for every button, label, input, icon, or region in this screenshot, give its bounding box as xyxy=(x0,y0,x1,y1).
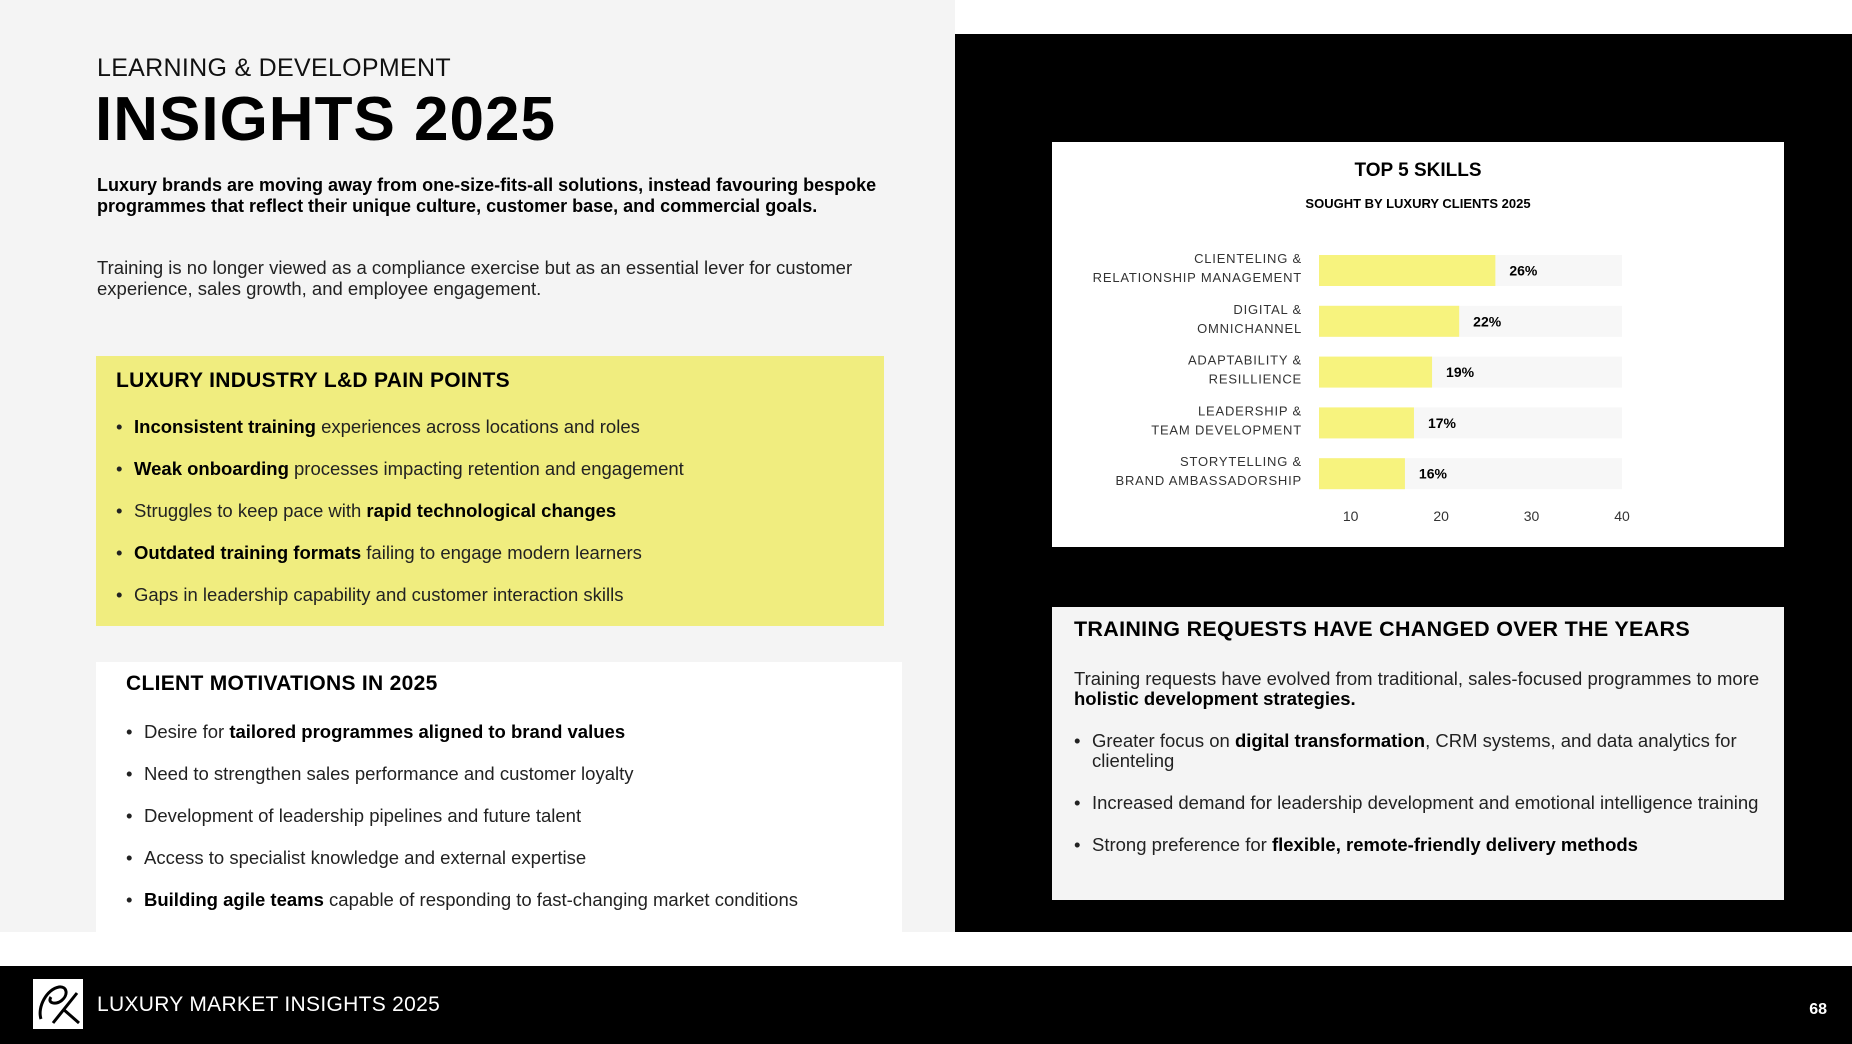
bullet-dot: • xyxy=(1074,834,1081,855)
chart-title: TOP 5 SKILLS xyxy=(1354,160,1482,181)
bullet-text-bold: Building agile teams xyxy=(144,889,324,910)
category-label: TEAM DEVELOPMENT xyxy=(1151,422,1302,438)
bullet-dot: • xyxy=(116,584,123,605)
category-label: LEADERSHIP & xyxy=(1197,403,1302,419)
bullet-text-pre: Increased demand for leadership development and emotional intelligence training xyxy=(1092,792,1759,813)
client-motivations-box xyxy=(96,662,902,932)
body-paragraph: Training is no longer viewed as a compliance exercise but as an essential lever for customer experience, sales growth, and employee engagement. xyxy=(97,257,853,299)
data-label: 22% xyxy=(1473,313,1502,330)
training-requests-intro xyxy=(1074,669,1774,709)
pain-points-box xyxy=(96,356,884,626)
lead-paragraph: Luxury brands are moving away from one-size-fits-all solutions, instead favouring bespoke programmes that reflect their unique culture, customer base, and commercial goals. xyxy=(97,175,877,216)
x-tick-label: 20 xyxy=(1433,508,1449,524)
bullet-dot: • xyxy=(1074,792,1081,813)
client-motivations-title: CLIENT MOTIVATIONS IN 2025 xyxy=(126,672,438,695)
bullet-dot: • xyxy=(126,805,133,826)
footer-title: LUXURY MARKET INSIGHTS 2025 xyxy=(97,993,441,1016)
training-requests-title: TRAINING REQUESTS HAVE CHANGED OVER THE YEARS xyxy=(1074,617,1690,641)
page-number: 68 xyxy=(1809,1001,1827,1018)
bullet-text-bold: digital transformation xyxy=(1234,730,1426,751)
bullet-dot: • xyxy=(116,458,123,479)
category-label: CLIENTELING & xyxy=(1194,251,1302,266)
bullet-text-bold: tailored programmes aligned to brand values xyxy=(229,721,626,742)
training-intro-emphasis: holistic development strategies. xyxy=(1074,688,1356,709)
bullet-text-pre: Strong preference for xyxy=(1092,834,1272,855)
bar xyxy=(1319,407,1414,438)
monogram-logo-icon xyxy=(33,979,83,1029)
client-motivation-item xyxy=(126,889,798,931)
bullet-dot: • xyxy=(126,721,133,742)
x-tick-label: 40 xyxy=(1614,508,1630,524)
bullet-dot: • xyxy=(116,416,123,437)
training-request-item xyxy=(1074,835,1774,855)
client-motivations-list xyxy=(126,721,798,931)
pain-points-title: LUXURY INDUSTRY L&D PAIN POINTS xyxy=(116,369,510,392)
data-label: 26% xyxy=(1509,262,1538,279)
bullet-text-pre: Gaps in leadership capability and customer interaction skills xyxy=(134,584,624,605)
bullet-text-pre: Struggles to keep pace with xyxy=(134,500,367,521)
category-label: BRAND AMBASSADORSHIP xyxy=(1115,473,1302,489)
category-label: RESILLIENCE xyxy=(1208,371,1302,387)
chart-subtitle: SOUGHT BY LUXURY CLIENTS 2025 xyxy=(1305,196,1531,211)
data-label: 19% xyxy=(1446,364,1475,381)
bullet-text-pre: Greater focus on xyxy=(1092,730,1235,751)
training-requests-list xyxy=(1074,731,1774,877)
bullet-text-post: , CRM systems, and data analytics for clienteling xyxy=(1092,730,1737,771)
category-label: OMNICHANNEL xyxy=(1197,320,1302,336)
training-request-item xyxy=(1074,793,1774,813)
category-label: DIGITAL & xyxy=(1233,301,1302,317)
bullet-text-bold: flexible, remote-friendly delivery methods xyxy=(1271,834,1638,855)
pain-point-item xyxy=(116,500,684,542)
bullet-text-post: processes impacting retention and engagement xyxy=(288,458,684,479)
bullet-text-bold: Outdated training formats xyxy=(134,542,362,563)
bar xyxy=(1319,306,1459,337)
page-title: INSIGHTS 2025 xyxy=(95,85,556,154)
category-label: STORYTELLING & xyxy=(1180,454,1302,470)
bullet-text-bold: rapid technological changes xyxy=(366,500,617,521)
bullet-text-pre: Need to strengthen sales performance and customer loyalty xyxy=(144,763,634,784)
bar xyxy=(1319,255,1495,286)
bullet-dot: • xyxy=(126,847,133,868)
bullet-text-bold: Weak onboarding xyxy=(134,458,289,479)
client-motivation-item xyxy=(126,763,798,805)
bullet-dot: • xyxy=(126,763,133,784)
pain-points-list xyxy=(116,416,684,626)
x-tick-label: 10 xyxy=(1342,508,1359,524)
training-intro-text: Training requests have evolved from traditional, sales-focused programmes to more xyxy=(1074,668,1760,689)
bullet-text-post: capable of responding to fast-changing market conditions xyxy=(323,889,799,910)
pain-point-item xyxy=(116,416,684,458)
bullet-text-pre: Desire for xyxy=(144,721,230,742)
category-label: ADAPTABILITY & xyxy=(1187,352,1302,368)
bullet-dot: • xyxy=(126,889,133,910)
bar xyxy=(1319,458,1405,489)
bullet-text-bold: Inconsistent training xyxy=(134,416,316,437)
training-requests-card xyxy=(1052,607,1784,900)
bullet-dot: • xyxy=(116,500,123,521)
bullet-dot: • xyxy=(1074,730,1081,751)
bullet-text-post: experiences across locations and roles xyxy=(315,416,640,437)
skills-bar-chart xyxy=(1052,142,1784,547)
bullet-dot: • xyxy=(116,542,123,563)
client-motivation-item xyxy=(126,721,798,763)
bar xyxy=(1319,357,1432,388)
client-motivation-item xyxy=(126,847,798,889)
data-label: 17% xyxy=(1427,414,1456,431)
pain-point-item xyxy=(116,458,684,500)
skills-chart-card xyxy=(1052,142,1784,547)
pain-point-item xyxy=(116,542,684,584)
bullet-text-post: failing to engage modern learners xyxy=(361,542,642,563)
data-label: 16% xyxy=(1418,465,1447,482)
training-request-item xyxy=(1074,731,1774,771)
bullet-text-pre: Access to specialist knowledge and external expertise xyxy=(144,847,587,868)
category-label: RELATIONSHIP MANAGEMENT xyxy=(1092,270,1302,285)
client-motivation-item xyxy=(126,805,798,847)
bullet-text-pre: Development of leadership pipelines and future talent xyxy=(144,805,582,826)
section-eyebrow: LEARNING & DEVELOPMENT xyxy=(97,54,451,82)
pain-point-item xyxy=(116,584,684,626)
x-tick-label: 30 xyxy=(1523,508,1540,524)
